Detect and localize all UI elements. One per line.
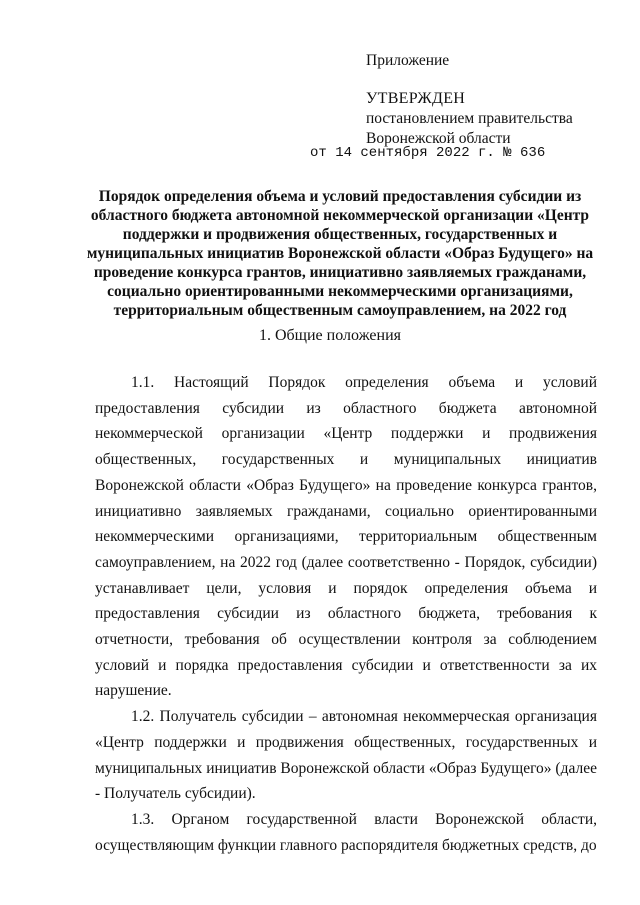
approved-stamp-label: УТВЕРЖДЕН [366, 90, 466, 107]
section-body [95, 370, 597, 858]
appendix-label: Приложение [366, 52, 450, 69]
paragraph-1-2: 1.2. Получатель субсидии – автономная некоммерческая организация «Центр поддержки и продвижения общественных, государственных и муниципальных инициатив Воронежской области «Образ Будущего» (далее - Получатель субсидии). [95, 708, 597, 803]
paragraph-1-1: 1.1. Настоящий Порядок определения объема и условий предоставления субсидии из областного бюджета автономной некоммерческой организации «Центр поддержки и продвижения общественных, государственных и муниципальных инициатив Воронежской области «Образ Будущего» на проведение конкурса грантов, инициативно заявляемых гражданами, социально ориентированными некоммерческими организациями, территориальным общественным самоуправлением, на 2022 год (далее соответственно - Порядок, субсидии) устанавливает цели, условия и порядок определения объема и предоставления субсидии из областного бюджета, требования к отчетности, требования об осуществлении контроля за соблюдением условий и порядка предоставления субсидии и ответственности за их нарушение. [95, 374, 597, 700]
approved-by-line-1: постановлением правительства [366, 110, 573, 127]
document-title: Порядок определения объема и условий предоставления субсидии из областного бюджета автономной некоммерческой организации «Центр поддержки и продвижения общественных, государственных и муниципальных инициатив Воронежской области «Образ Будущего» на проведение конкурса грантов, инициативно заявляемых гражданами, социально ориентированными некоммерческими организациями, территориальным общественным самоуправлением, на 2022 год [86, 188, 594, 319]
decree-reference: от 14 сентября 2022 г. № 636 [310, 145, 546, 161]
section-heading: 1. Общие положения [258, 327, 402, 344]
paragraph-1-3: 1.3. Органом государственной власти Воронежской области, осуществляющим функции главного распорядителя бюджетных средств, до [95, 810, 597, 854]
approval-block [366, 51, 628, 149]
approved-by-line-2: Воронежской области [366, 130, 511, 147]
